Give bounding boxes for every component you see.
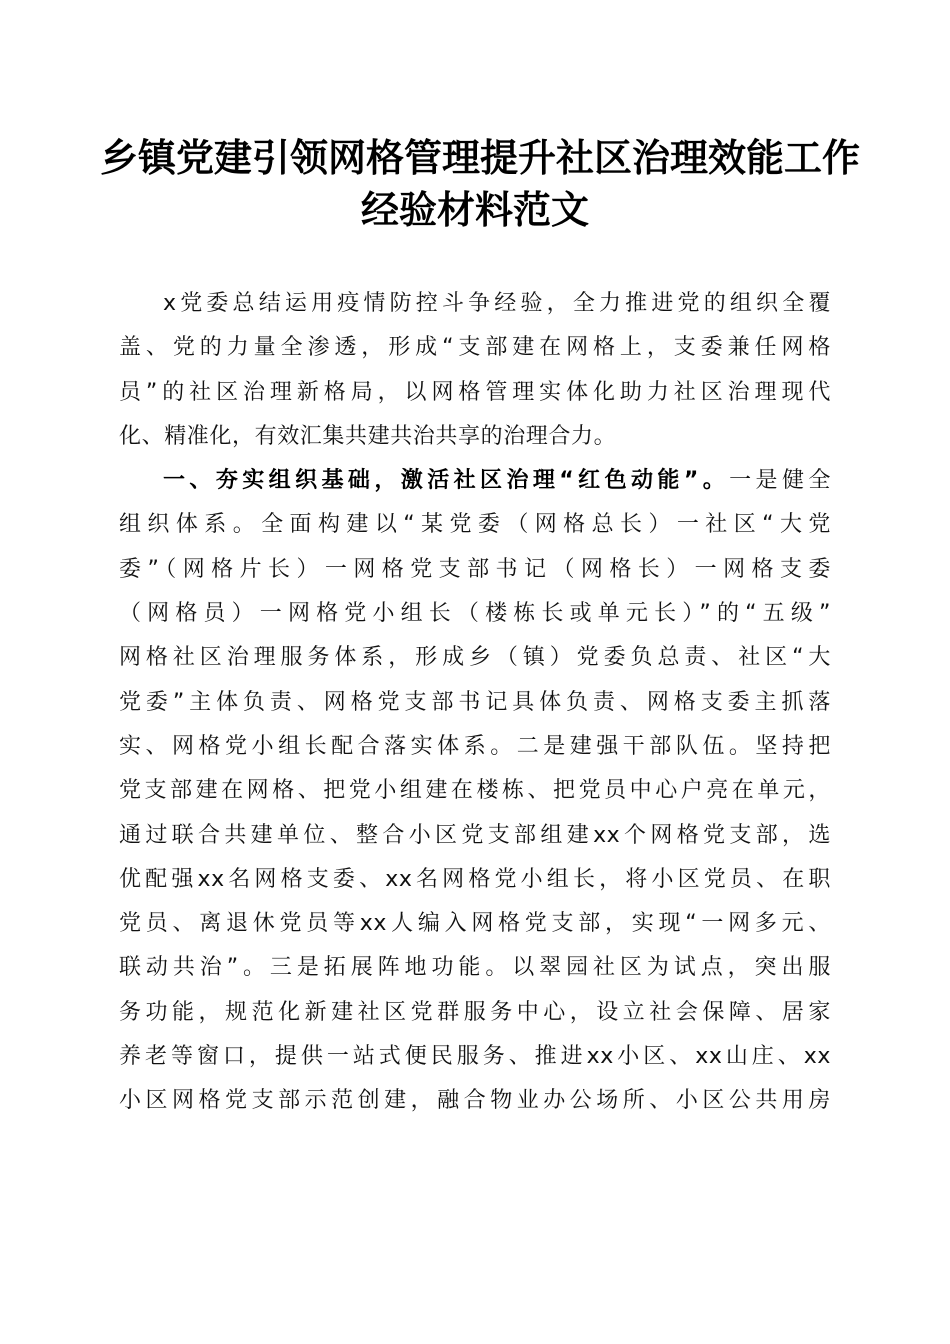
paragraph-line: 党委”主体负责、网格党支部书记具体负责、网格支委主抓落: [119, 689, 831, 715]
document-title: [100, 132, 861, 236]
paragraph-line: 小区网格党支部示范创建，融合物业办公场所、小区公共用房: [119, 1088, 831, 1114]
paragraph-line: 务功能，规范化新建社区党群服务中心，设立社会保障、居家: [119, 999, 831, 1025]
paragraph-line: 养老等窗口，提供一站式便民服务、推进xx小区、xx山庄、xx: [119, 1044, 831, 1070]
paragraph-line: 员”的社区治理新格局，以网格管理实体化助力社区治理现代: [119, 379, 831, 405]
paragraph-intro: [119, 282, 831, 459]
paragraph-line: 网格社区治理服务体系，形成乡（镇）党委负总责、社区“大: [119, 645, 831, 671]
paragraph-line: 组织体系。全面构建以“某党委（网格总长）一社区“大党: [119, 512, 831, 538]
section-heading: 一、夯实组织基础，激活社区治理“红色动能”。: [163, 468, 730, 494]
paragraph-line: 实、网格党小组长配合落实体系。二是建强干部队伍。坚持把: [119, 733, 831, 759]
paragraph-section-1: [119, 459, 831, 1123]
paragraph-line: 联动共治”。三是拓展阵地功能。以翠园社区为试点，突出服: [119, 955, 831, 981]
title-line-2: 经验材料范文: [360, 187, 589, 232]
section-heading-continuation: 一是健全: [729, 468, 831, 494]
paragraph-line: （网格员）一网格党小组长（楼栋长或单元长）”的“五级”: [119, 601, 831, 627]
paragraph-line: 化、精准化，有效汇集共建共治共享的治理合力。: [119, 423, 617, 449]
paragraph-line: x党委总结运用疫情防控斗争经验，全力推进党的组织全覆: [163, 291, 831, 316]
paragraph-line: 盖、党的力量全渗透，形成“支部建在网格上，支委兼任网格: [119, 335, 831, 361]
document-body: [119, 282, 831, 1124]
title-line-1: 乡镇党建引领网格管理提升社区治理效能工作: [100, 135, 861, 180]
paragraph-line: 党支部建在网格、把党小组建在楼栋、把党员中心户亮在单元，: [119, 778, 831, 804]
paragraph-line: 委”（网格片长）一网格党支部书记（网格长）一网格支委: [119, 556, 831, 582]
paragraph-first-line: [119, 459, 831, 503]
paragraph-line: 通过联合共建单位、整合小区党支部组建xx个网格党支部，选: [119, 822, 831, 848]
paragraph-line: 党员、离退休党员等xx人编入网格党支部，实现“一网多元、: [119, 911, 831, 937]
paragraph-line: 优配强xx名网格支委、xx名网格党小组长，将小区党员、在职: [119, 866, 831, 892]
